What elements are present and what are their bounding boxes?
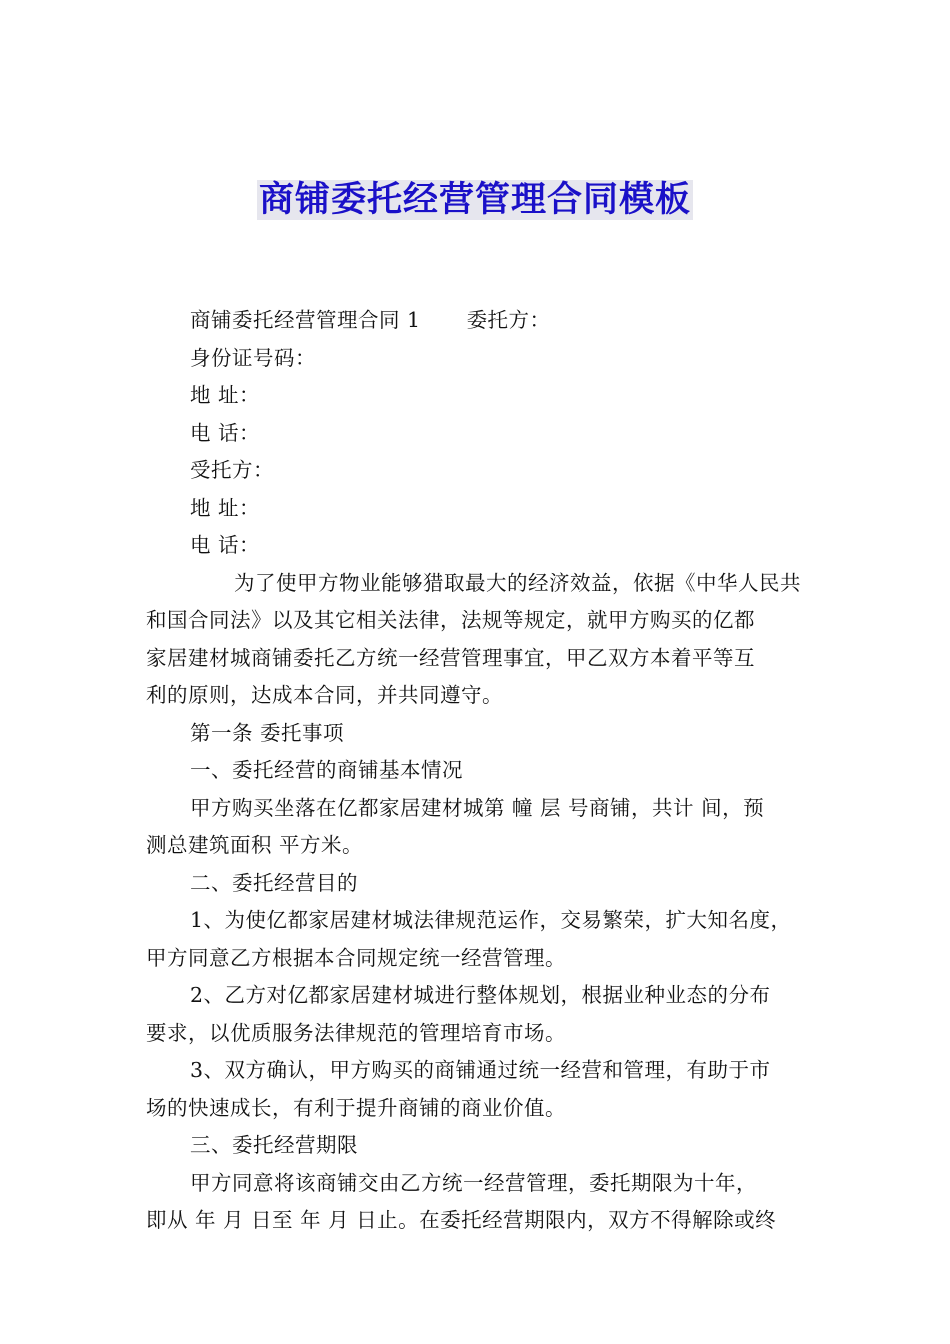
section-3-line: 即从 年 月 日至 年 月 日止。在委托经营期限内，双方不得解除或终 [146, 1208, 777, 1232]
intro-line: 为了使甲方物业能够猎取最大的经济效益，依据《中华人民共 [234, 570, 801, 595]
section-2-heading: 二、委托经营目的 [190, 870, 358, 895]
section-2-item-1-line: 1、为使亿都家居建材城法律规范运作，交易繁荣，扩大知名度， [190, 908, 792, 932]
principal-phone-field: 电 话： [190, 420, 261, 445]
intro-line: 家居建材城商铺委托乙方统一经营管理事宜，甲乙双方本着平等互 [146, 645, 755, 670]
agent-address-field: 地 址： [190, 495, 261, 520]
intro-paragraph [146, 565, 810, 715]
section-2-item-3-line: 场的快速成长，有利于提升商铺的商业价值。 [146, 1095, 566, 1120]
section-1-heading: 一、委托经营的商铺基本情况 [190, 758, 463, 782]
section-2-item-3-line: 3、双方确认，甲方购买的商铺通过统一经营和管理，有助于市 [190, 1058, 771, 1082]
agent-phone-field: 电 话： [190, 533, 261, 557]
principal-address-field: 地 址： [190, 383, 261, 407]
document-title [0, 176, 950, 224]
contract-header-line [146, 302, 810, 340]
section-3-line: 甲方同意将该商铺交由乙方统一经营管理，委托期限为十年， [190, 1170, 757, 1195]
section-2-item-2 [146, 977, 810, 1052]
section-1-line: 甲方购买坐落在亿都家居建材城第 幢 层 号商铺，共计 间，预 [190, 795, 765, 820]
section-3-heading: 三、委托经营期限 [190, 1133, 358, 1157]
section-2-item-2-line: 2、乙方对亿都家居建材城进行整体规划，根据业种业态的分布 [190, 983, 771, 1007]
section-2-item-3 [146, 1052, 810, 1127]
document-title-text: 商铺委托经营管理合同模板 [258, 180, 691, 220]
principal-label: 委托方： [466, 308, 551, 332]
section-2-item-1-line: 甲方同意乙方根据本合同规定统一经营管理。 [146, 945, 566, 970]
contract-name: 商铺委托经营管理合同 1 [190, 308, 421, 332]
section-2-item-2-line: 要求，以优质服务法律规范的管理培育市场。 [146, 1020, 566, 1045]
agent-field: 受托方： [190, 458, 274, 482]
section-1-paragraph [146, 790, 810, 865]
article-1-heading: 第一条 委托事项 [190, 720, 345, 745]
section-1-line: 测总建筑面积 平方米。 [146, 833, 364, 857]
intro-line: 利的原则，达成本合同，并共同遵守。 [146, 683, 503, 707]
section-3-paragraph [146, 1165, 810, 1240]
section-2-item-1 [146, 902, 810, 977]
id-number-field: 身份证号码： [190, 345, 316, 370]
intro-line: 和国合同法》以及其它相关法律，法规等规定，就甲方购买的亿都 [146, 608, 755, 632]
document-body [146, 302, 810, 1240]
